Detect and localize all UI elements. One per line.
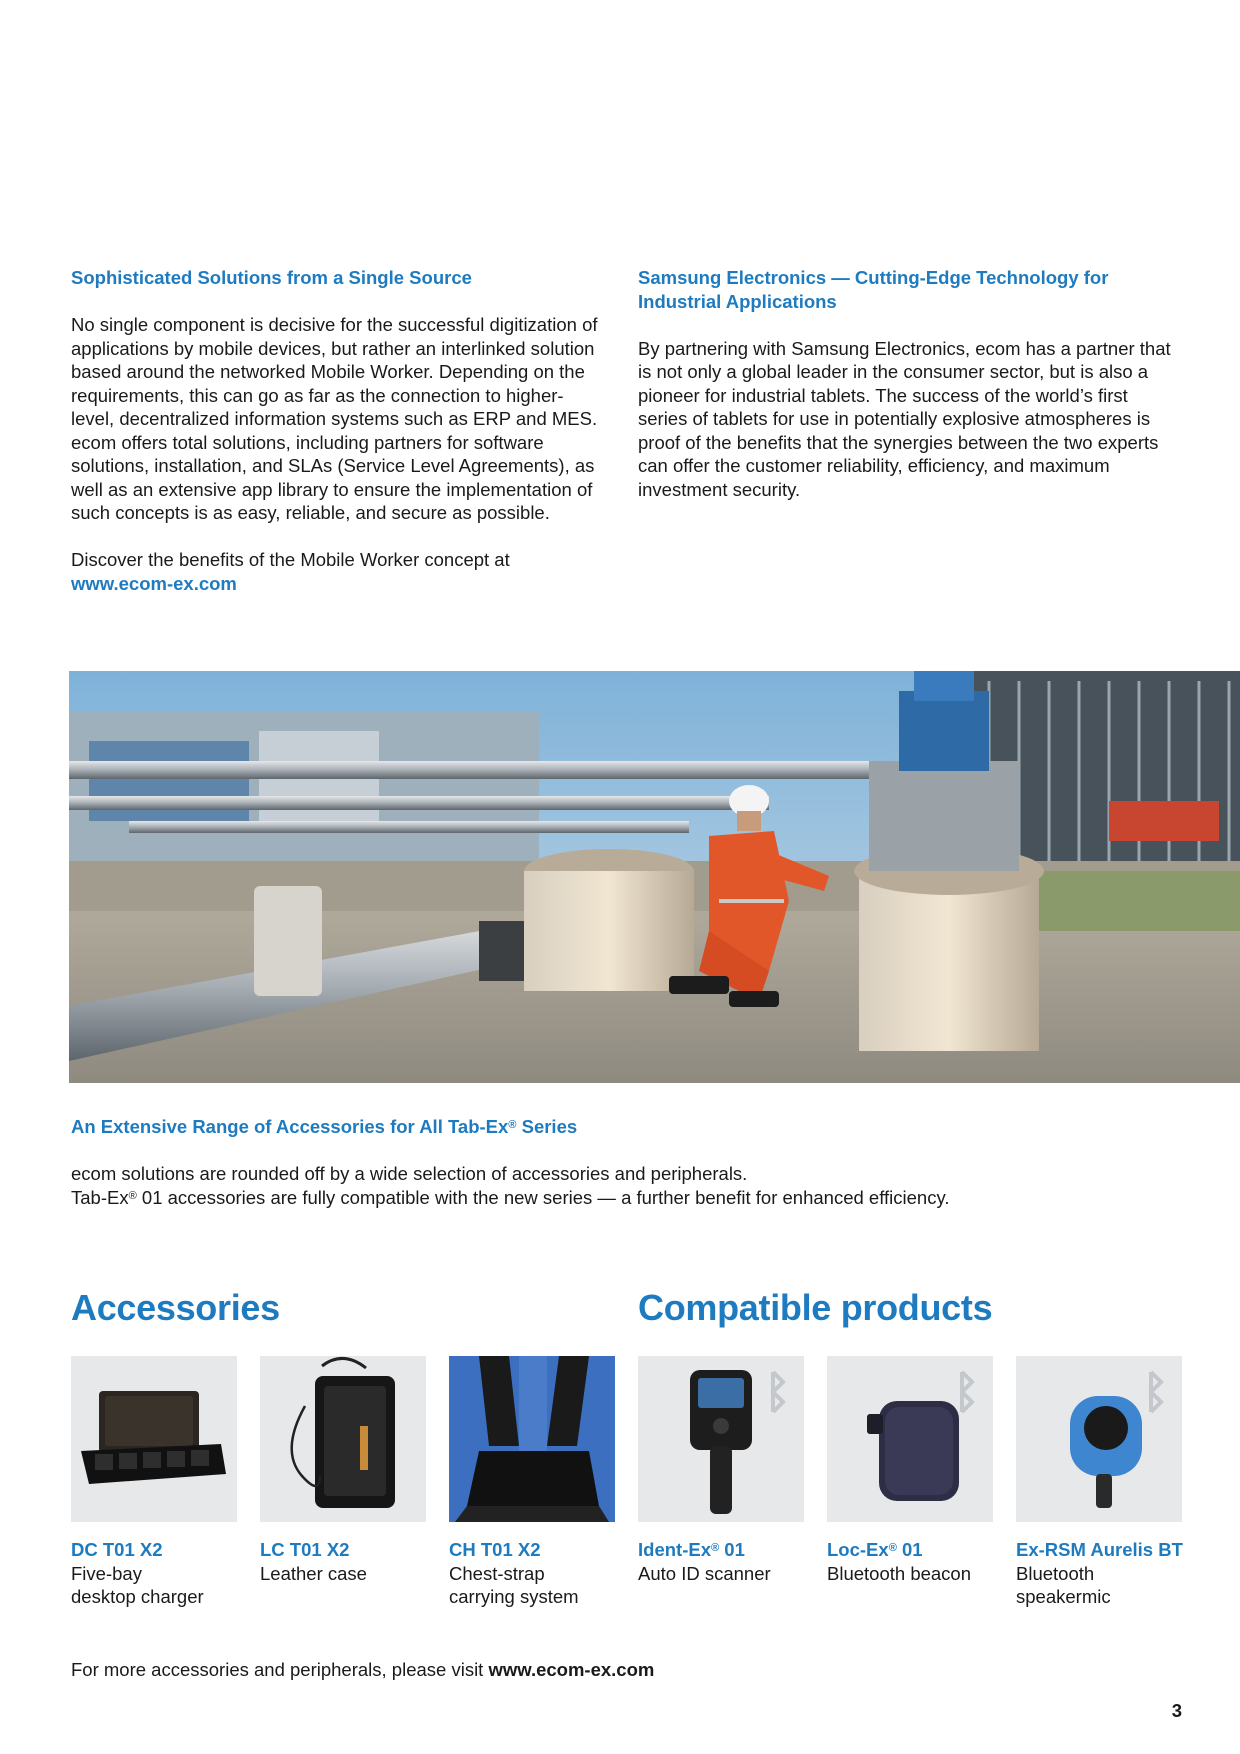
- bluetooth-beacon-icon: [827, 1356, 993, 1522]
- product-caption-ch: [449, 1538, 619, 1609]
- product-caption-ident-ex: [638, 1538, 808, 1585]
- footer-text: For more accessories and peripherals, please visit: [71, 1659, 484, 1680]
- line2-text: Tab-Ex: [71, 1186, 129, 1208]
- discover-link-line: [71, 572, 601, 596]
- product-image-leather-case: [260, 1356, 426, 1522]
- product-desc: carrying system: [449, 1586, 579, 1607]
- discover-text: Discover the benefits of the Mobile Worker concept at: [71, 549, 510, 570]
- product-image-desktop-charger: [71, 1356, 237, 1522]
- product-desc: desktop charger: [71, 1586, 204, 1607]
- industrial-photo-illustration: [69, 671, 1240, 1083]
- product-caption-dc: [71, 1538, 241, 1609]
- product-desc: Auto ID scanner: [638, 1562, 771, 1584]
- desktop-charger-icon: [71, 1356, 237, 1522]
- chest-strap-icon: [449, 1356, 615, 1522]
- name-text: Ident-Ex: [638, 1539, 711, 1560]
- name-text-end: 01: [896, 1539, 923, 1560]
- product-name: [827, 1538, 997, 1562]
- accessories-title: Accessories: [71, 1287, 280, 1328]
- accessories-intro-line2: [71, 1186, 1181, 1210]
- accessories-intro: [71, 1115, 1181, 1209]
- line2-text-end: 01 accessories are fully compatible with the new series — a further benefit for enhanced efficiency.: [136, 1186, 950, 1208]
- product-caption-loc-ex: [827, 1538, 997, 1585]
- speakermic-icon: [1016, 1356, 1182, 1522]
- registered-mark: ®: [508, 1119, 517, 1132]
- registered-mark: ®: [710, 1542, 720, 1555]
- page-number: 3: [1171, 1700, 1182, 1721]
- accessories-intro-line1: ecom solutions are rounded off by a wide selection of accessories and peripherals.: [71, 1163, 748, 1184]
- product-image-chest-strap: [449, 1356, 615, 1522]
- industrial-photo: [69, 671, 1240, 1083]
- leather-case-icon: [260, 1356, 426, 1522]
- product-image-speakermic: [1016, 1356, 1182, 1522]
- right-body: By partnering with Samsung Electronics, ecom has a partner that is not only a global leader in the consumer sector, but is also a pioneer for industrial tablets. The success of the world’s first series of tablets for use in potentially explosive atmospheres is proof of the benefits that the synergies between the two experts can offer the customer reliability, efficiency, and maximum investment security.: [638, 337, 1171, 500]
- product-name: DC T01 X2: [71, 1539, 163, 1560]
- right-column: [638, 266, 1178, 501]
- product-desc: Bluetooth: [1016, 1562, 1095, 1584]
- product-image-barcode-scanner: [638, 1356, 804, 1522]
- product-image-bluetooth-beacon: [827, 1356, 993, 1522]
- name-text: Loc-Ex: [827, 1539, 889, 1560]
- footer-link[interactable]: www.ecom-ex.com: [488, 1659, 655, 1680]
- product-caption-lc: [260, 1538, 430, 1585]
- footer-line: [71, 1658, 1171, 1682]
- product-desc: Chest-strap: [449, 1562, 545, 1584]
- product-desc: Leather case: [260, 1562, 367, 1584]
- left-body: No single component is decisive for the successful digitization of applications by mobile devices, but rather an interlinked solution based around the networked Mobile Worker. Depending on the requirements, this can go as far as the connection to higher-level, decentralized information systems such as ERP and MES. ecom offers total solutions, including partners for software solutions, installation, and SLAs (Service Level Agreements), as well as an extensive app library to ensure the implementation of such concepts is as easy, reliable, and secure as possible.: [71, 314, 598, 523]
- product-name: [638, 1538, 808, 1562]
- compatible-products-title: Compatible products: [638, 1287, 993, 1328]
- left-column: [71, 266, 601, 595]
- product-desc: speakermic: [1016, 1586, 1111, 1607]
- barcode-scanner-icon: [638, 1356, 804, 1522]
- registered-mark: ®: [128, 1189, 137, 1202]
- discover-link[interactable]: www.ecom-ex.com: [71, 572, 237, 594]
- product-desc: Bluetooth beacon: [827, 1562, 972, 1584]
- product-name: Ex-RSM Aurelis BT: [1016, 1539, 1183, 1560]
- left-heading: Sophisticated Solutions from a Single Source: [71, 267, 472, 288]
- right-heading: Samsung Electronics — Cutting-Edge Technology for Industrial Applications: [638, 267, 1109, 312]
- product-name: CH T01 X2: [449, 1539, 541, 1560]
- accessories-intro-heading: [71, 1115, 1181, 1139]
- product-name: LC T01 X2: [260, 1539, 350, 1560]
- product-desc: Five-bay: [71, 1562, 142, 1584]
- heading-text-end: Series: [516, 1116, 578, 1137]
- heading-text: An Extensive Range of Accessories for All Tab-Ex: [71, 1116, 509, 1137]
- name-text-end: 01: [719, 1539, 745, 1560]
- registered-mark: ®: [888, 1542, 897, 1555]
- product-caption-aurelis: [1016, 1538, 1196, 1609]
